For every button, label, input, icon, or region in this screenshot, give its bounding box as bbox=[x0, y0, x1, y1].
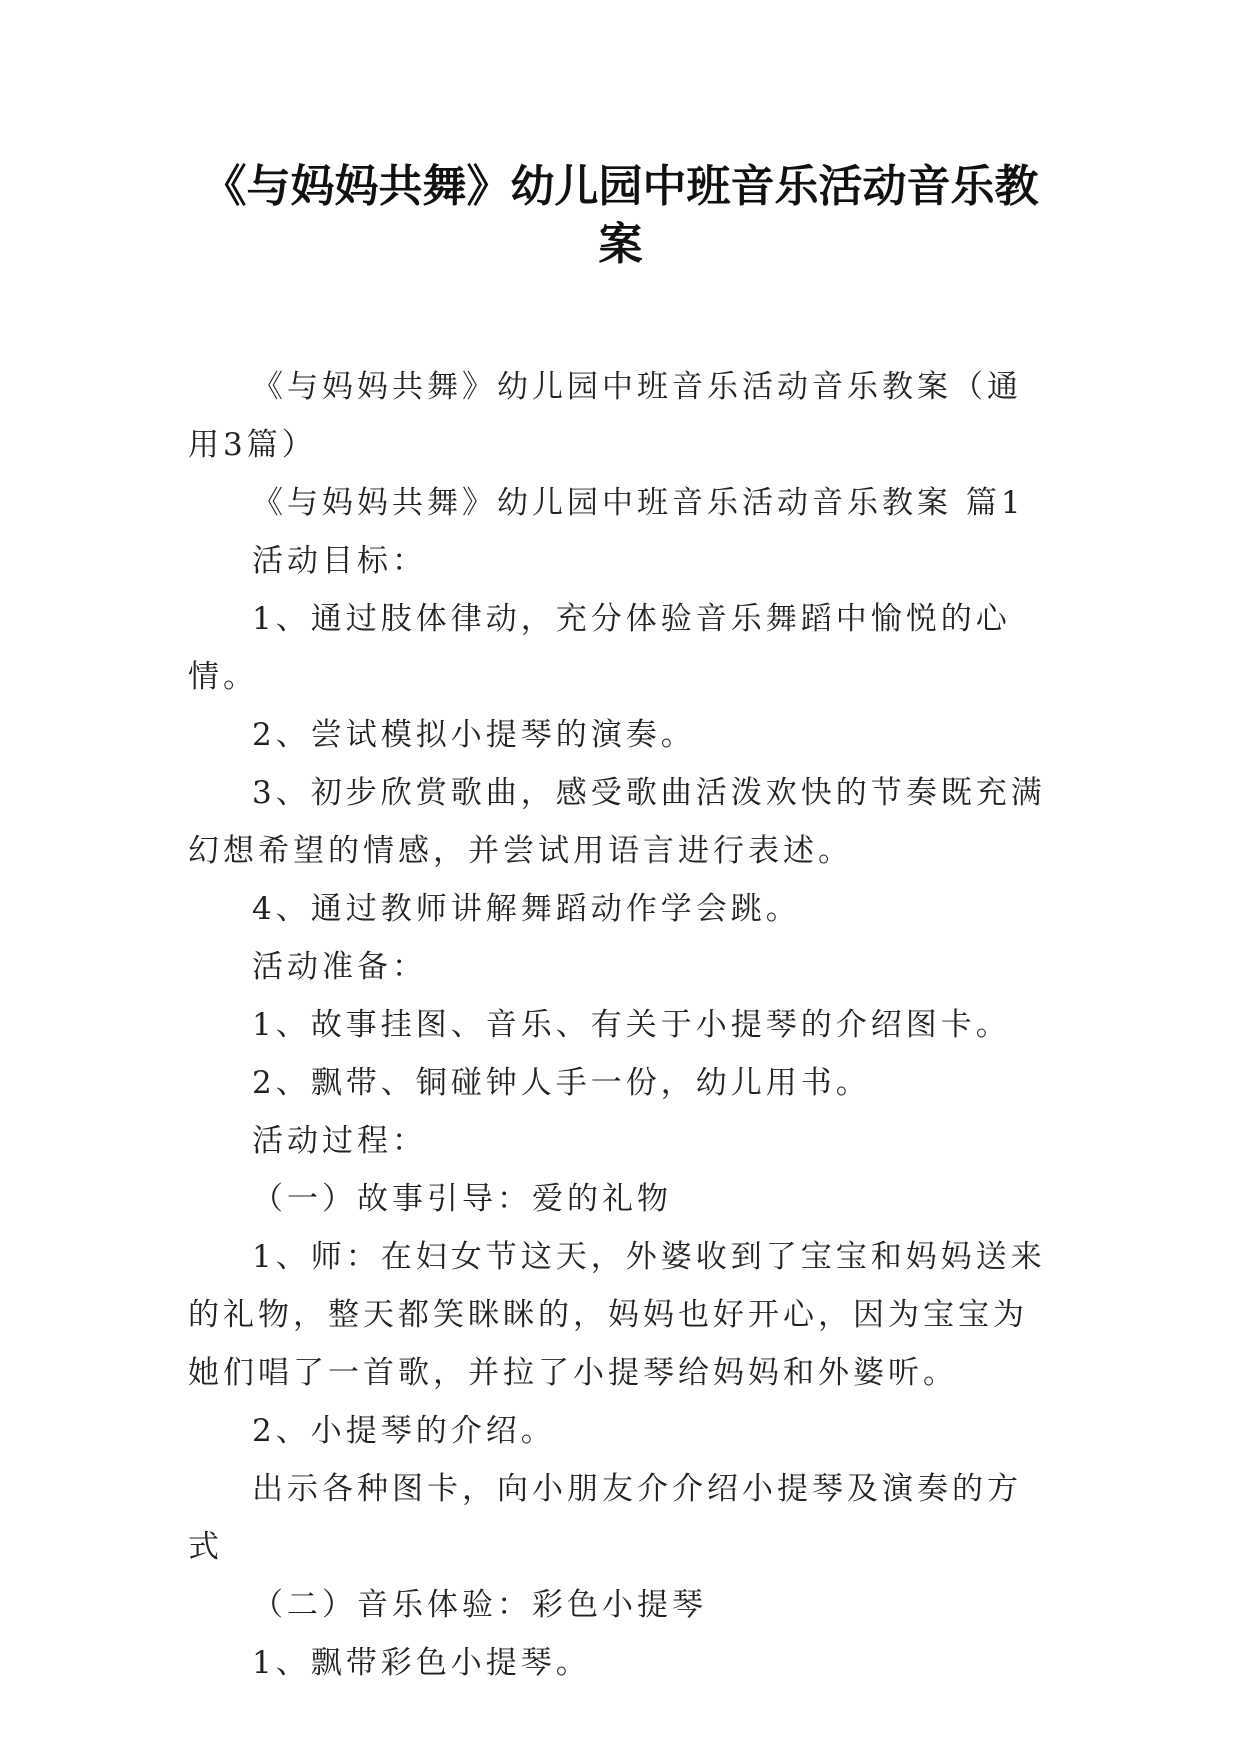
paragraph-violin-intro: 2、小提琴的介绍。 bbox=[252, 1413, 556, 1449]
paragraph-process-heading: 活动过程： bbox=[252, 1123, 427, 1159]
paragraph-goal-1: 1、通过肢体律动，充分体验音乐舞蹈中愉悦的心情。 bbox=[188, 601, 1011, 695]
paragraph-prep-2: 2、飘带、铜碰钟人手一份，幼儿用书。 bbox=[252, 1065, 871, 1101]
paragraph-section-heading: 《与妈妈共舞》幼儿园中班音乐活动音乐教案 篇1 bbox=[252, 485, 1025, 521]
paragraph-ribbon-violin: 1、飘带彩色小提琴。 bbox=[252, 1645, 591, 1681]
document-body bbox=[188, 358, 1053, 1692]
paragraph-prep-heading: 活动准备： bbox=[252, 949, 427, 985]
paragraph-goal-3: 3、初步欣赏歌曲，感受歌曲活泼欢快的节奏既充满幻想希望的情感，并尝试用语言进行表述。 bbox=[188, 775, 1046, 869]
paragraph-prep-1: 1、故事挂图、音乐、有关于小提琴的介绍图卡。 bbox=[252, 1007, 1011, 1043]
paragraph-show-cards: 出示各种图卡，向小朋友介介绍小提琴及演奏的方式 bbox=[188, 1471, 1022, 1565]
paragraph-subtitle: 《与妈妈共舞》幼儿园中班音乐活动音乐教案（通用3篇） bbox=[188, 369, 1022, 463]
paragraph-part-2-heading: （二）音乐体验：彩色小提琴 bbox=[252, 1587, 707, 1623]
paragraph-part-1-heading: （一）故事引导：爱的礼物 bbox=[252, 1181, 672, 1217]
paragraph-goal-4: 4、通过教师讲解舞蹈动作学会跳。 bbox=[252, 891, 801, 927]
paragraph-teacher-story: 1、师：在妇女节这天，外婆收到了宝宝和妈妈送来的礼物，整天都笑眯眯的，妈妈也好开心，因为宝宝为她们唱了一首歌，并拉了小提琴给妈妈和外婆听。 bbox=[188, 1239, 1046, 1391]
document-title: 《与妈妈共舞》幼儿园中班音乐活动音乐教案 bbox=[202, 161, 1039, 270]
paragraph-goals-heading: 活动目标： bbox=[252, 543, 427, 579]
paragraph-goal-2: 2、尝试模拟小提琴的演奏。 bbox=[252, 717, 696, 753]
